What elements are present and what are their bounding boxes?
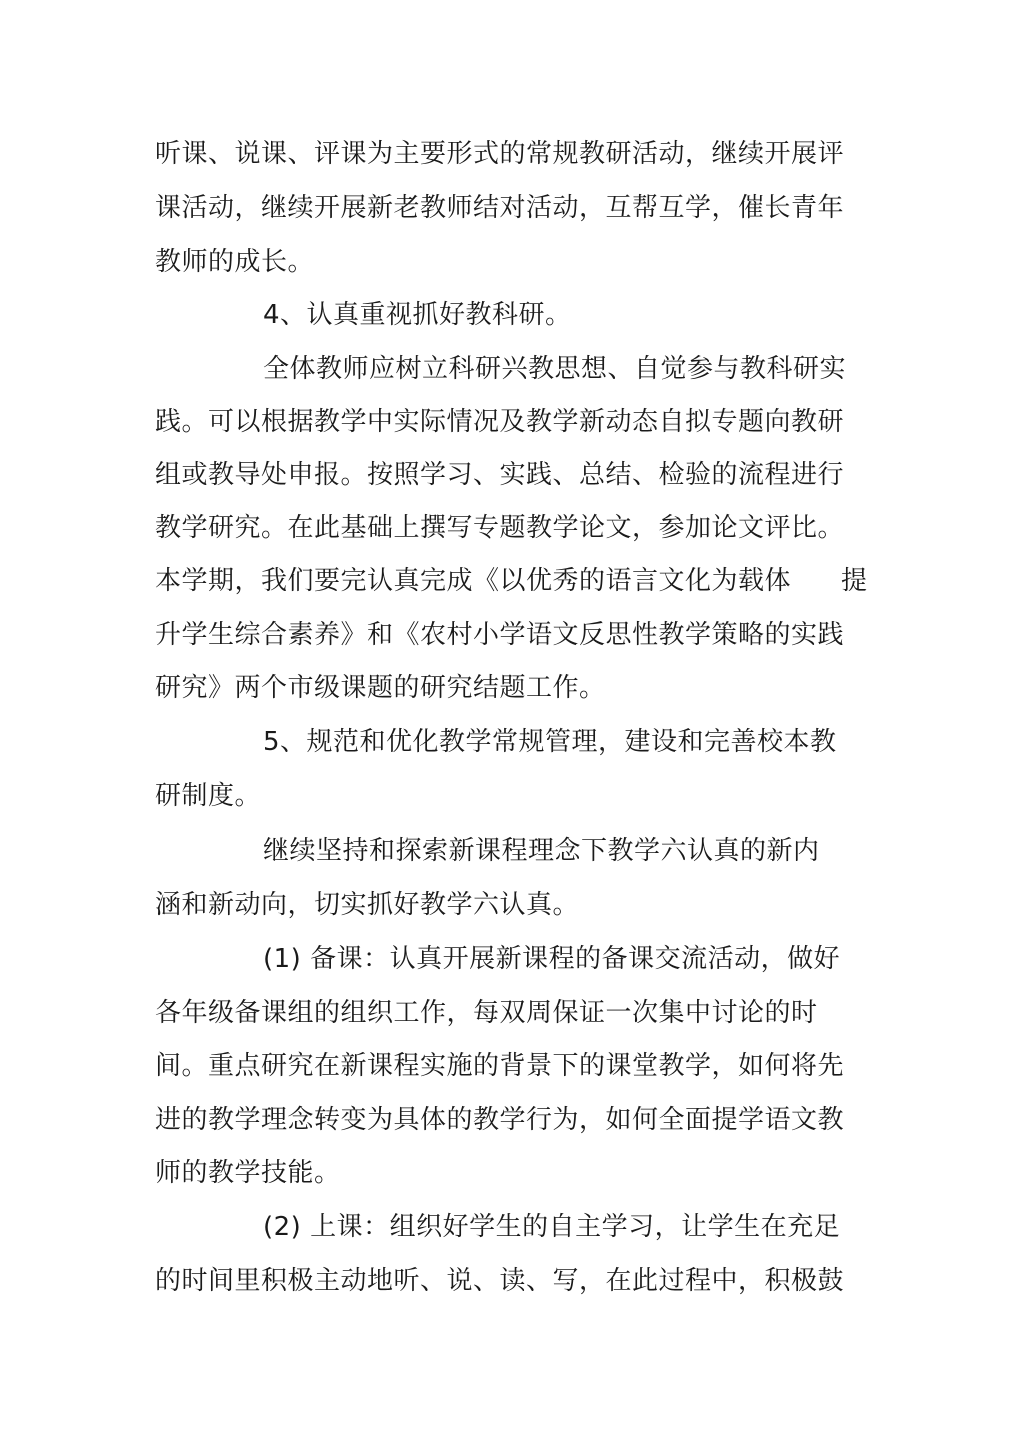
text-line: 践。可以根据教学中实际情况及教学新动态自拟专题向教研 [155, 407, 845, 437]
text-line: 教学研究。在此基础上撰写专题教学论文，参加论文评比。 [155, 513, 845, 543]
section-heading-5: 5、规范和优化教学常规管理，建设和完善校本教 [263, 727, 837, 757]
list-item-1: (1) 备课：认真开展新课程的备课交流活动，做好 [263, 944, 841, 974]
text-line: 涵和新动向，切实抓好教学六认真。 [155, 890, 580, 920]
text-line: 教师的成长。 [155, 247, 315, 277]
list-item-2: (2) 上课：组织好学生的自主学习，让学生在充足 [263, 1212, 841, 1242]
text-line: 升学生综合素养》和《农村小学语文反思性教学策略的实践 [155, 620, 845, 650]
text-line: 本学期，我们要完认真完成《以优秀的语言文化为载体 [155, 566, 792, 596]
section-heading-4: 4、认真重视抓好教科研。 [263, 300, 572, 330]
text-line: 课活动，继续开展新老教师结对活动，互帮互学，催长青年 [155, 193, 845, 223]
text-line: 各年级备课组的组织工作，每双周保证一次集中讨论的时 [155, 998, 818, 1028]
text-line: 的时间里积极主动地听、说、读、写，在此过程中，积极鼓 [155, 1266, 845, 1296]
text-fragment: 提 [841, 566, 868, 596]
text-line: 继续坚持和探索新课程理念下教学六认真的新内 [263, 836, 820, 866]
text-line: 研制度。 [155, 781, 262, 811]
text-line: 全体教师应树立科研兴教思想、自觉参与教科研实 [263, 354, 847, 384]
text-line: 进的教学理念转变为具体的教学行为，如何全面提学语文教 [155, 1105, 845, 1135]
text-line: 间。重点研究在新课程实施的背景下的课堂教学，如何将先 [155, 1051, 845, 1081]
text-line: 研究》两个市级课题的研究结题工作。 [155, 673, 606, 703]
text-line: 听课、说课、评课为主要形式的常规教研活动，继续开展评 [155, 139, 845, 169]
text-line: 组或教导处申报。按照学习、实践、总结、检验的流程进行 [155, 460, 845, 490]
text-line: 师的教学技能。 [155, 1158, 341, 1188]
